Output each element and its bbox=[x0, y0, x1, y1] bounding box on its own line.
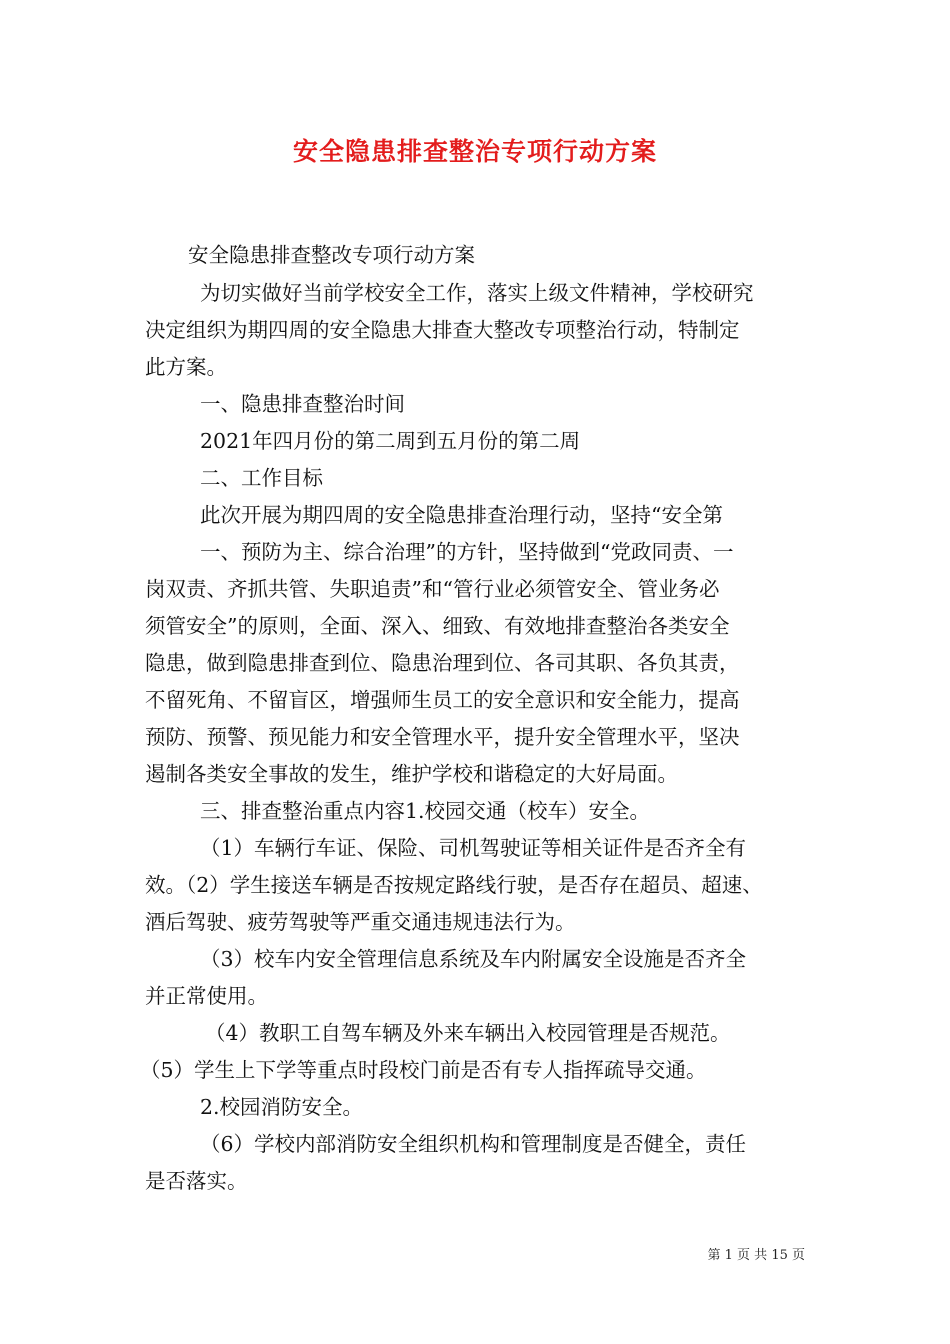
paragraph-line: 酒后驾驶、疲劳驾驶等严重交通违规违法行为。 bbox=[145, 910, 576, 934]
paragraph-line: （4）教职工自驾车辆及外来车辆出入校园管理是否规范。 bbox=[205, 1021, 731, 1045]
section-heading: 2.校园消防安全。 bbox=[200, 1095, 364, 1119]
paragraph-line: （5）学生上下学等重点时段校门前是否有专人指挥疏导交通。 bbox=[140, 1058, 707, 1082]
paragraph-line: 此次开展为期四周的安全隐患排查治理行动，坚持“安全第 bbox=[200, 503, 723, 527]
paragraph-line: 是否落实。 bbox=[145, 1169, 248, 1193]
paragraph-line: 预防、预警、预见能力和安全管理水平，提升安全管理水平，坚决 bbox=[145, 725, 740, 749]
paragraph-line: 隐患，做到隐患排查到位、隐患治理到位、各司其职、各负其责， bbox=[145, 651, 740, 675]
paragraph-line: 遏制各类安全事故的发生，维护学校和谐稳定的大好局面。 bbox=[145, 762, 678, 786]
paragraph-line: （1）车辆行车证、保险、司机驾驶证等相关证件是否齐全有 bbox=[200, 836, 747, 860]
subtitle-line: 安全隐患排查整改专项行动方案 bbox=[188, 243, 475, 267]
paragraph-line: 并正常使用。 bbox=[145, 984, 268, 1008]
page-number: 第 1 页 共 15 页 bbox=[707, 1248, 805, 1263]
document-title: 安全隐患排查整治专项行动方案 bbox=[292, 137, 657, 166]
paragraph-line: 不留死角、不留盲区，增强师生员工的安全意识和安全能力，提高 bbox=[145, 688, 740, 712]
paragraph-line: 为切实做好当前学校安全工作，落实上级文件精神，学校研究 bbox=[200, 281, 754, 305]
section-heading: 一、隐患排查整治时间 bbox=[200, 392, 405, 416]
paragraph-line: 须管安全”的原则，全面、深入、细致、有效地排查整治各类安全 bbox=[145, 614, 730, 638]
paragraph-line: 决定组织为期四周的安全隐患大排查大整改专项整治行动，特制定 bbox=[145, 318, 740, 342]
paragraph-line: （6）学校内部消防安全组织机构和管理制度是否健全，责任 bbox=[200, 1132, 747, 1156]
section-heading: 二、工作目标 bbox=[200, 466, 323, 490]
paragraph-line: （3）校车内安全管理信息系统及车内附属安全设施是否齐全 bbox=[200, 947, 747, 971]
paragraph-line: 岗双责、齐抓共管、失职追责”和“管行业必须管安全、管业务必 bbox=[145, 577, 720, 601]
section-heading: 三、排查整治重点内容1.校园交通（校车）安全。 bbox=[200, 799, 651, 823]
paragraph-line: 此方案。 bbox=[145, 355, 227, 379]
paragraph-line: 一、预防为主、综合治理”的方针，坚持做到“党政同责、一 bbox=[200, 540, 734, 564]
paragraph-line: 2021年四月份的第二周到五月份的第二周 bbox=[200, 429, 581, 453]
paragraph-line: 效。（2）学生接送车辆是否按规定路线行驶，是否存在超员、超速、 bbox=[145, 873, 763, 897]
